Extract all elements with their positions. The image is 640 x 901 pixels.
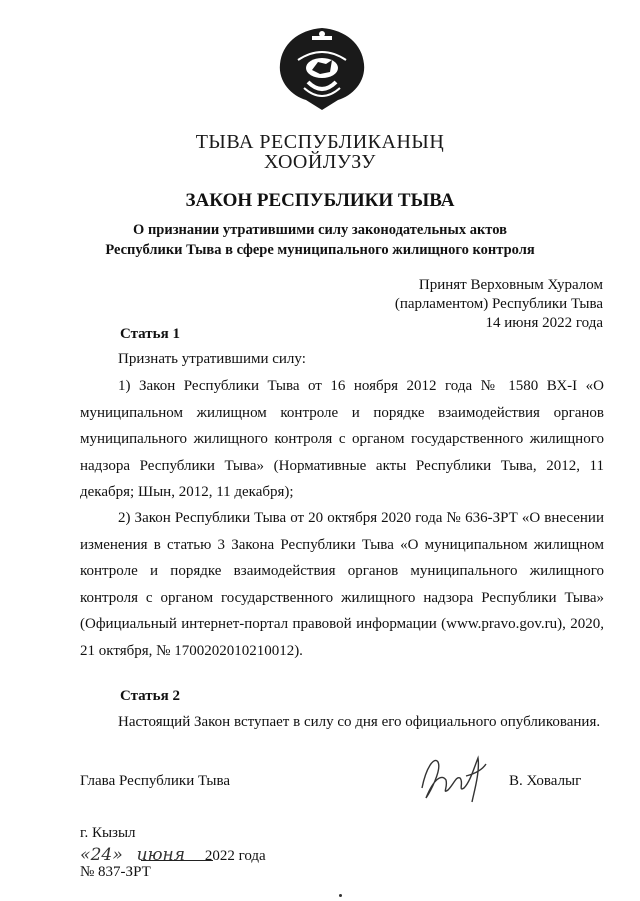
article-2-text — [80, 709, 604, 736]
law-number: № 837-ЗРТ — [80, 864, 151, 880]
header-line-1: ТЫВА РЕСПУБЛИКАНЫҢ — [195, 131, 445, 153]
date-open-quote: « — [80, 845, 91, 865]
article-1-intro — [80, 346, 604, 373]
date-month-handwritten: июня — [136, 845, 185, 865]
coat-of-arms-emblem — [268, 24, 376, 116]
article-1-item-2-text: 2) Закон Республики Тыва от 20 октября 2020 года № 636-ЗРТ «О внесении изменения в статью 3 Закона Республики Тыва «О муниципальном жилищном контроле и порядке взаимодействия органов муниципального жилищного контроля с органом государственного жилищного надзора Республики Тыва» (Официальный интернет-портал правовой информации (www.pravo.gov.ru), 2020, 21 октября, № 1700202010210012). — [80, 510, 604, 659]
signatory-name: В. Ховалыг — [509, 773, 582, 789]
date-month-underline — [141, 860, 213, 861]
article-1-item-1 — [80, 373, 604, 506]
article-1-heading: Статья 1 — [120, 326, 180, 342]
article-2-heading: Статья 2 — [120, 688, 180, 704]
adopted-date: 14 июня 2022 года — [485, 315, 603, 331]
signatory-title: Глава Республики Тыва — [80, 773, 231, 789]
article-1-item-1-text: 1) Закон Республики Тыва от 16 ноября 2012 года № 1580 ВХ-I «О муниципальном жилищном контроле и порядке взаимодействия органов муниципального жилищного контроля с органом государственного жилищного надзора Республики Тыва» (Нормативные акты Республики Тыва, 2012, 11 декабря; Шын, 2012, 11 декабря); — [80, 378, 604, 500]
subtitle-line-2: Республики Тыва в сфере муниципального жилищного контроля — [105, 242, 535, 258]
footer-date — [80, 845, 266, 865]
adopted-line-2: (парламентом) Республики Тыва — [394, 296, 603, 312]
footer-city: г. Кызыл — [80, 825, 136, 841]
header-line-2: ХООЙЛУЗУ — [264, 151, 376, 173]
scan-speck — [339, 894, 342, 897]
law-title: ЗАКОН РЕСПУБЛИКИ ТЫВА — [185, 190, 455, 211]
adopted-line-1: Принят Верховным Хуралом — [418, 277, 603, 293]
handwritten-signature — [412, 748, 492, 806]
subtitle-line-1: О признании утратившими силу законодательных актов — [133, 222, 507, 238]
date-close-quote: » — [112, 845, 123, 865]
article-1-intro-text: Признать утратившими силу: — [118, 351, 306, 367]
article-1-item-2 — [80, 505, 604, 664]
article-2-body: Настоящий Закон вступает в силу со дня его официального опубликования. — [118, 714, 601, 730]
date-year: 2022 года — [204, 848, 266, 864]
date-day-handwritten: 24 — [90, 845, 113, 865]
